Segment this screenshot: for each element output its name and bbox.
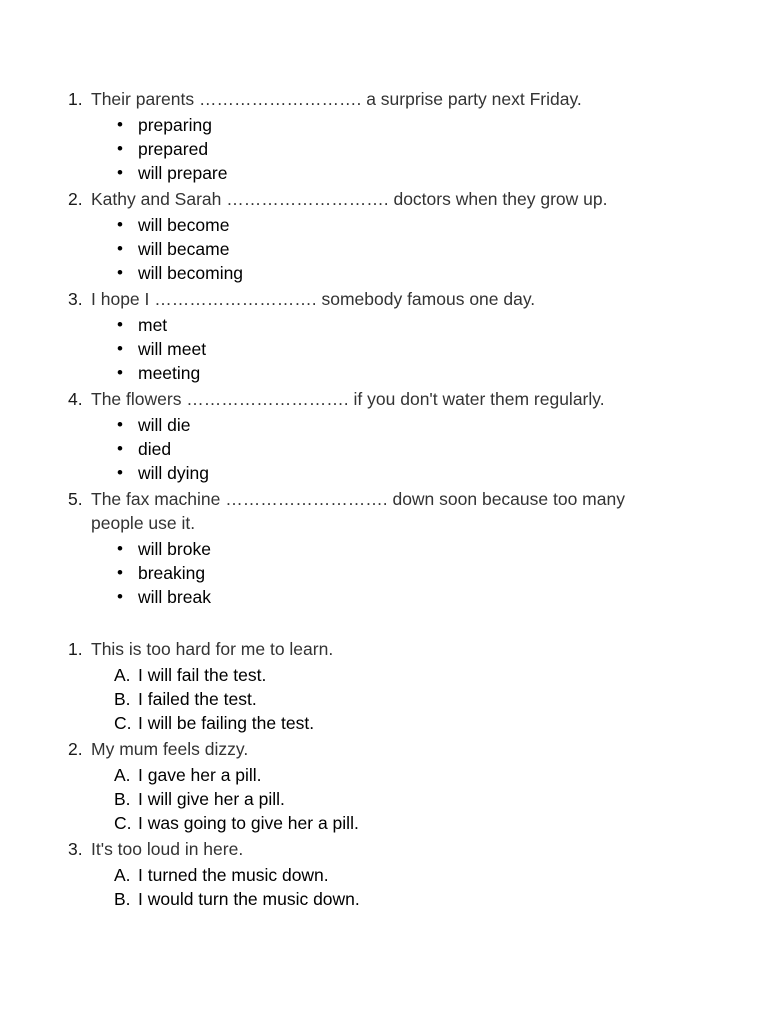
option-item[interactable]	[0, 437, 768, 461]
option-text: I will fail the test.	[138, 665, 267, 685]
option-text: prepared	[138, 139, 209, 159]
option-text: will become	[138, 215, 230, 235]
option-list	[0, 113, 768, 185]
option-b[interactable]	[0, 687, 768, 711]
option-text: will meet	[138, 339, 207, 359]
bullet-icon: •	[117, 415, 123, 434]
question-number: 1.	[68, 89, 83, 109]
option-list	[0, 863, 768, 911]
question-number: 5.	[68, 489, 83, 509]
option-list	[0, 663, 768, 735]
question-number: 3.	[68, 839, 83, 859]
option-a[interactable]	[0, 763, 768, 787]
bullet-icon: •	[117, 463, 123, 482]
option-text: will became	[138, 239, 230, 259]
option-b[interactable]	[0, 787, 768, 811]
option-item[interactable]	[0, 537, 768, 561]
bullet-icon: •	[117, 563, 123, 582]
bullet-icon: •	[117, 439, 123, 458]
option-list	[0, 313, 768, 385]
question-text: It's too loud in here.	[91, 839, 244, 859]
question-text: Kathy and Sarah ………………………. doctors when they grow up.	[91, 189, 608, 209]
bullet-icon: •	[117, 587, 123, 606]
option-text: died	[138, 439, 172, 459]
option-text: will broke	[138, 539, 211, 559]
option-b[interactable]	[0, 887, 768, 911]
option-list	[0, 537, 768, 609]
section-fill-in-blank	[0, 87, 768, 609]
option-text: I will be failing the test.	[138, 713, 315, 733]
bullet-icon: •	[117, 215, 123, 234]
bullet-icon: •	[117, 315, 123, 334]
question-3	[0, 287, 768, 311]
option-item[interactable]	[0, 313, 768, 337]
bullet-icon: •	[117, 263, 123, 282]
question-2	[0, 187, 768, 211]
option-list	[0, 213, 768, 285]
question-text: The fax machine ………………………. down soon because too many people use it.	[91, 489, 625, 533]
question-text: This is too hard for me to learn.	[91, 639, 334, 659]
option-text: I failed the test.	[138, 689, 257, 709]
option-item[interactable]	[0, 337, 768, 361]
question-1	[0, 637, 768, 661]
bullet-icon: •	[117, 139, 123, 158]
section-multiple-choice	[0, 637, 768, 911]
option-a[interactable]	[0, 663, 768, 687]
section-spacer	[0, 611, 768, 637]
option-list	[0, 763, 768, 835]
option-text: meeting	[138, 363, 201, 383]
question-2	[0, 737, 768, 761]
question-number: 2.	[68, 189, 83, 209]
option-c[interactable]	[0, 711, 768, 735]
bullet-icon: •	[117, 539, 123, 558]
bullet-icon: •	[117, 363, 123, 382]
option-item[interactable]	[0, 585, 768, 609]
question-number: 1.	[68, 639, 83, 659]
option-text: breaking	[138, 563, 206, 583]
option-text: will break	[138, 587, 211, 607]
question-text: Their parents ………………………. a surprise party next Friday.	[91, 89, 582, 109]
option-text: preparing	[138, 115, 212, 135]
option-text: will die	[138, 415, 191, 435]
option-letter: A.	[114, 765, 131, 785]
question-number: 2.	[68, 739, 83, 759]
option-letter: B.	[114, 689, 131, 709]
question-text: My mum feels dizzy.	[91, 739, 249, 759]
question-1	[0, 87, 768, 111]
option-text: will becoming	[138, 263, 244, 283]
question-3	[0, 837, 768, 861]
option-text: I gave her a pill.	[138, 765, 262, 785]
option-text: will prepare	[138, 163, 228, 183]
option-list	[0, 413, 768, 485]
option-letter: A.	[114, 865, 131, 885]
option-item[interactable]	[0, 461, 768, 485]
option-c[interactable]	[0, 811, 768, 835]
bullet-icon: •	[117, 163, 123, 182]
option-text: I will give her a pill.	[138, 789, 285, 809]
option-item[interactable]	[0, 113, 768, 137]
bullet-icon: •	[117, 339, 123, 358]
question-text: The flowers ………………………. if you don't water them regularly.	[91, 389, 605, 409]
option-item[interactable]	[0, 237, 768, 261]
option-text: met	[138, 315, 168, 335]
option-letter: C.	[114, 713, 132, 733]
option-item[interactable]	[0, 561, 768, 585]
question-number: 3.	[68, 289, 83, 309]
option-item[interactable]	[0, 213, 768, 237]
option-letter: A.	[114, 665, 131, 685]
option-item[interactable]	[0, 413, 768, 437]
option-text: I was going to give her a pill.	[138, 813, 359, 833]
option-letter: C.	[114, 813, 132, 833]
option-item[interactable]	[0, 161, 768, 185]
option-text: I turned the music down.	[138, 865, 329, 885]
option-letter: B.	[114, 889, 131, 909]
option-text: will dying	[138, 463, 209, 483]
question-text: I hope I ………………………. somebody famous one day.	[91, 289, 536, 309]
question-number: 4.	[68, 389, 83, 409]
option-a[interactable]	[0, 863, 768, 887]
option-text: I would turn the music down.	[138, 889, 360, 909]
question-5	[0, 487, 768, 535]
option-item[interactable]	[0, 261, 768, 285]
bullet-icon: •	[117, 239, 123, 258]
option-item[interactable]	[0, 137, 768, 161]
option-item[interactable]	[0, 361, 768, 385]
option-letter: B.	[114, 789, 131, 809]
question-4	[0, 387, 768, 411]
bullet-icon: •	[117, 115, 123, 134]
